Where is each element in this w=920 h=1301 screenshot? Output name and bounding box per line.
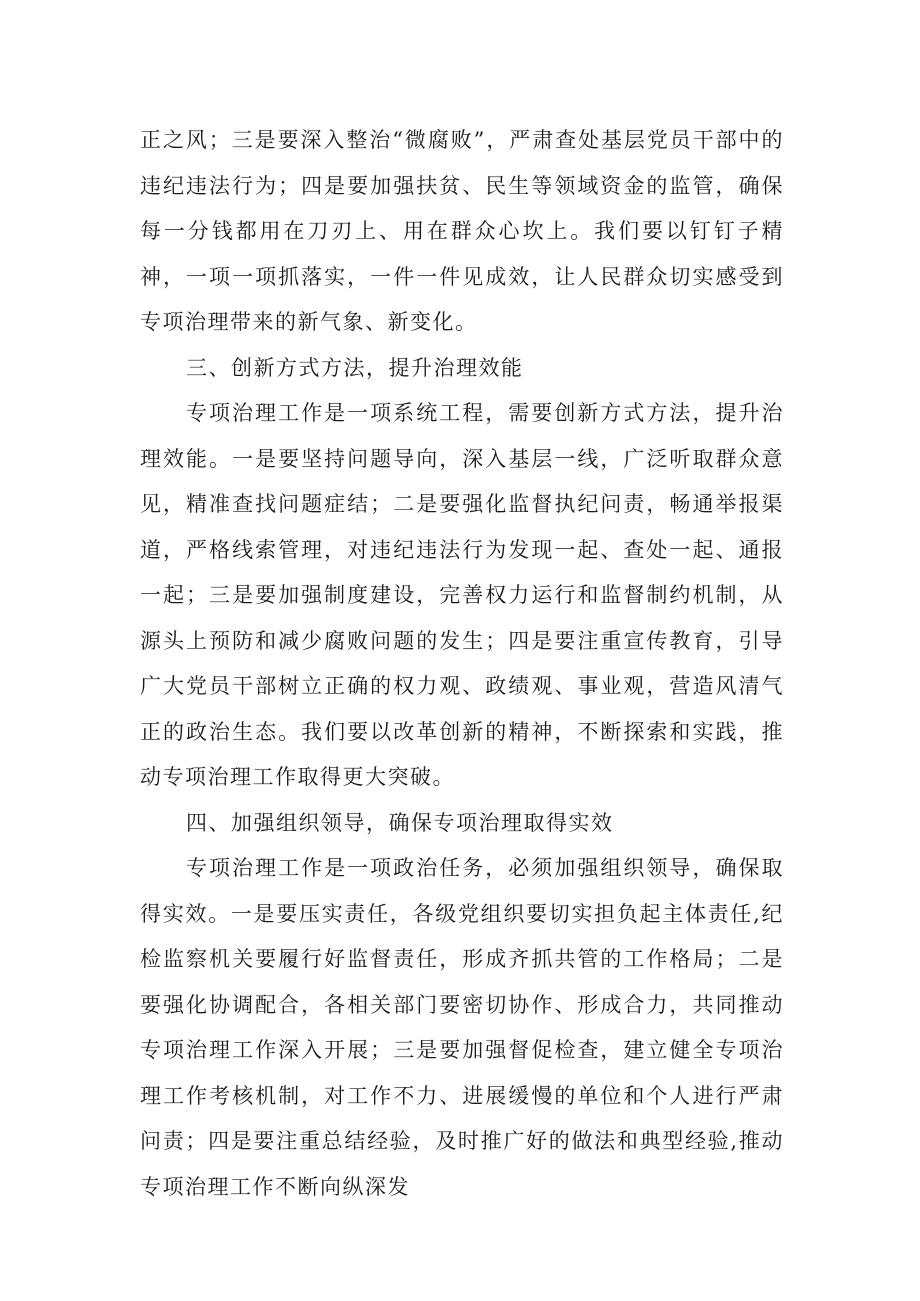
paragraph-section-4: 专项治理工作是一项政治任务，必须加强组织领导，确保取得实效。一是要压实责任，各级党组织要切实担负起主体责任,纪检监察机关要履行好监督责任，形成齐抓共管的工作格局；二是要强化协调配合，各相关部门要密切协作、形成合力，共同推动专项治理工作深入开展；三是要加强督促检查，建立健全专项治理工作考核机制，对工作不力、进展缓慢的单位和个人进行严肃问责；四是要注重总结经验，及时推广好的做法和典型经验,推动专项治理工作不断向纵深发	[140, 856, 784, 1199]
paragraph-section-3: 专项治理工作是一项系统工程，需要创新方式方法，提升治理效能。一是要坚持问题导向，深入基层一线，广泛听取群众意见，精准查找问题症结；二是要强化监督执纪问责，畅通举报渠道，严格线索管理，对违纪违法行为发现一起、查处一起、通报一起；三是要加强制度建设，完善权力运行和监督制约机制，从源头上预防和减少腐败问题的发生；四是要注重宣传教育，引导广大党员干部树立正确的权力观、政绩观、事业观，营造风清气正的政治生态。我们要以改革创新的精神，不断探索和实践，推动专项治理工作取得更大突破。	[140, 401, 784, 789]
paragraph-continuation: 正之风；三是要深入整治“微腐败”，严肃查处基层党员干部中的违纪违法行为；四是要加强扶贫、民生等领域资金的监管，确保每一分钱都用在刀刃上、用在群众心坎上。我们要以钉钉子精神，一项一项抓落实，一件一件见成效，让人民群众切实感受到专项治理带来的新气象、新变化。	[140, 128, 784, 334]
section-heading-3: 三、创新方式方法，提升治理效能	[186, 355, 524, 380]
section-heading-4: 四、加强组织领导，确保专项治理取得实效	[186, 810, 614, 835]
document-body	[140, 118, 784, 1210]
